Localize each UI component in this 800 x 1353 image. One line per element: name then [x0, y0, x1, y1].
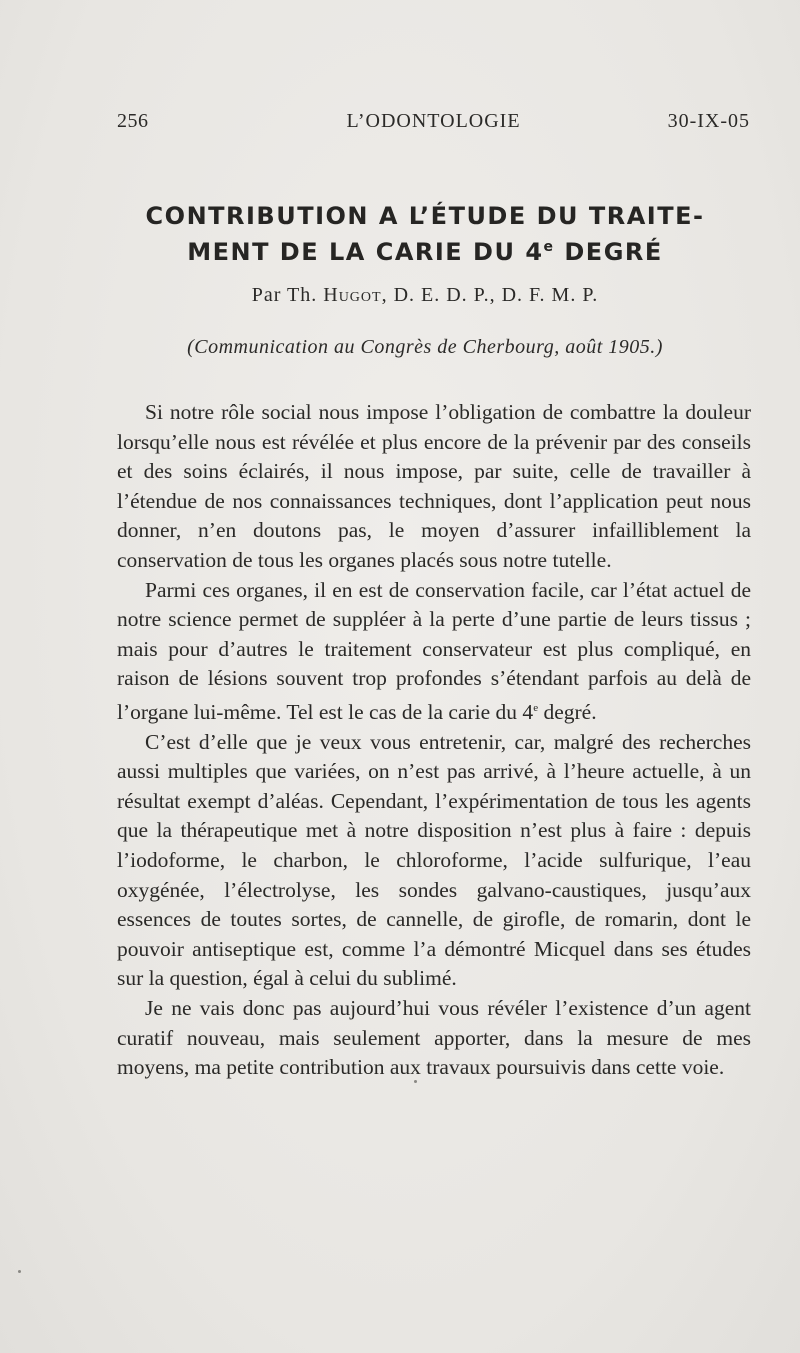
- paragraph-4: Je ne vais donc pas aujourd’hui vous révéler l’existence d’un agent curatif nouveau, mais seulement apporter, dans la mesure de mes moyens, ma petite contribution aux travaux poursuivis dans cette voie.: [117, 996, 751, 1080]
- communication-note: (Communication au Congrès de Cherbourg, août 1905.): [187, 336, 663, 358]
- paragraph-2: Parmi ces organes, il en est de conservation facile, car l’état actuel de notre science permet de suppléer à la perte d’une partie de leurs tissus ; mais pour d’autres le traitement conservateur est plus compliqué, en raison de lésions souvent trop profondes s’étendant parfois au delà de l’organe lui-même. Tel est le cas de la carie du 4e degré.: [117, 577, 751, 725]
- paragraph-1: Si notre rôle social nous impose l’obligation de combattre la douleur lorsqu’elle nous est révélée et plus encore de la prévenir par des conseils et des soins éclairés, il nous impose, par suite, celle de travailler à l’étendue de nos connaissances techniques, dont l’application peut nous donner, n’en doutons pas, le moyen d’assurer infailliblement la conservation de tous les organes placés sous notre tutelle.: [117, 400, 751, 572]
- page-number: 256: [117, 110, 149, 132]
- article-title: [100, 201, 750, 268]
- journal-title: L’ODONTOLOGIE: [346, 110, 521, 132]
- author-name: Hugot: [323, 284, 382, 306]
- paper-speck: [414, 1080, 417, 1083]
- title-line-2: MENT DE LA CARIE DU 4e DEGRÉ: [187, 238, 663, 266]
- issue-date: 30-IX-05: [667, 110, 750, 132]
- article-body: [117, 398, 751, 1083]
- paragraph-3: C’est d’elle que je veux vous entretenir, car, malgré des recherches aussi multiples que variées, on n’est pas arrivé, à l’heure actuelle, à un résultat exempt d’aléas. Cependant, l’expérimentation de tous les agents que la thérapeutique met à notre disposition n’est plus à faire : depuis l’iodoforme, le charbon, le chloroforme, l’acide sulfurique, l’eau oxygénée, l’électrolyse, les sondes galvano-caustiques, jusqu’aux essences de toutes sortes, de cannelle, de girofle, de romarin, dont le pouvoir antiseptique est, comme l’a démontré Micquel dans ses études sur la question, égal à celui du sublimé.: [117, 729, 751, 991]
- author-line: Par Th. Hugot, D. E. D. P., D. F. M. P.: [251, 284, 599, 306]
- running-head: [117, 110, 750, 140]
- paper-speck: [18, 1270, 21, 1273]
- title-line-1: CONTRIBUTION A L’ÉTUDE DU TRAITE-: [145, 202, 705, 230]
